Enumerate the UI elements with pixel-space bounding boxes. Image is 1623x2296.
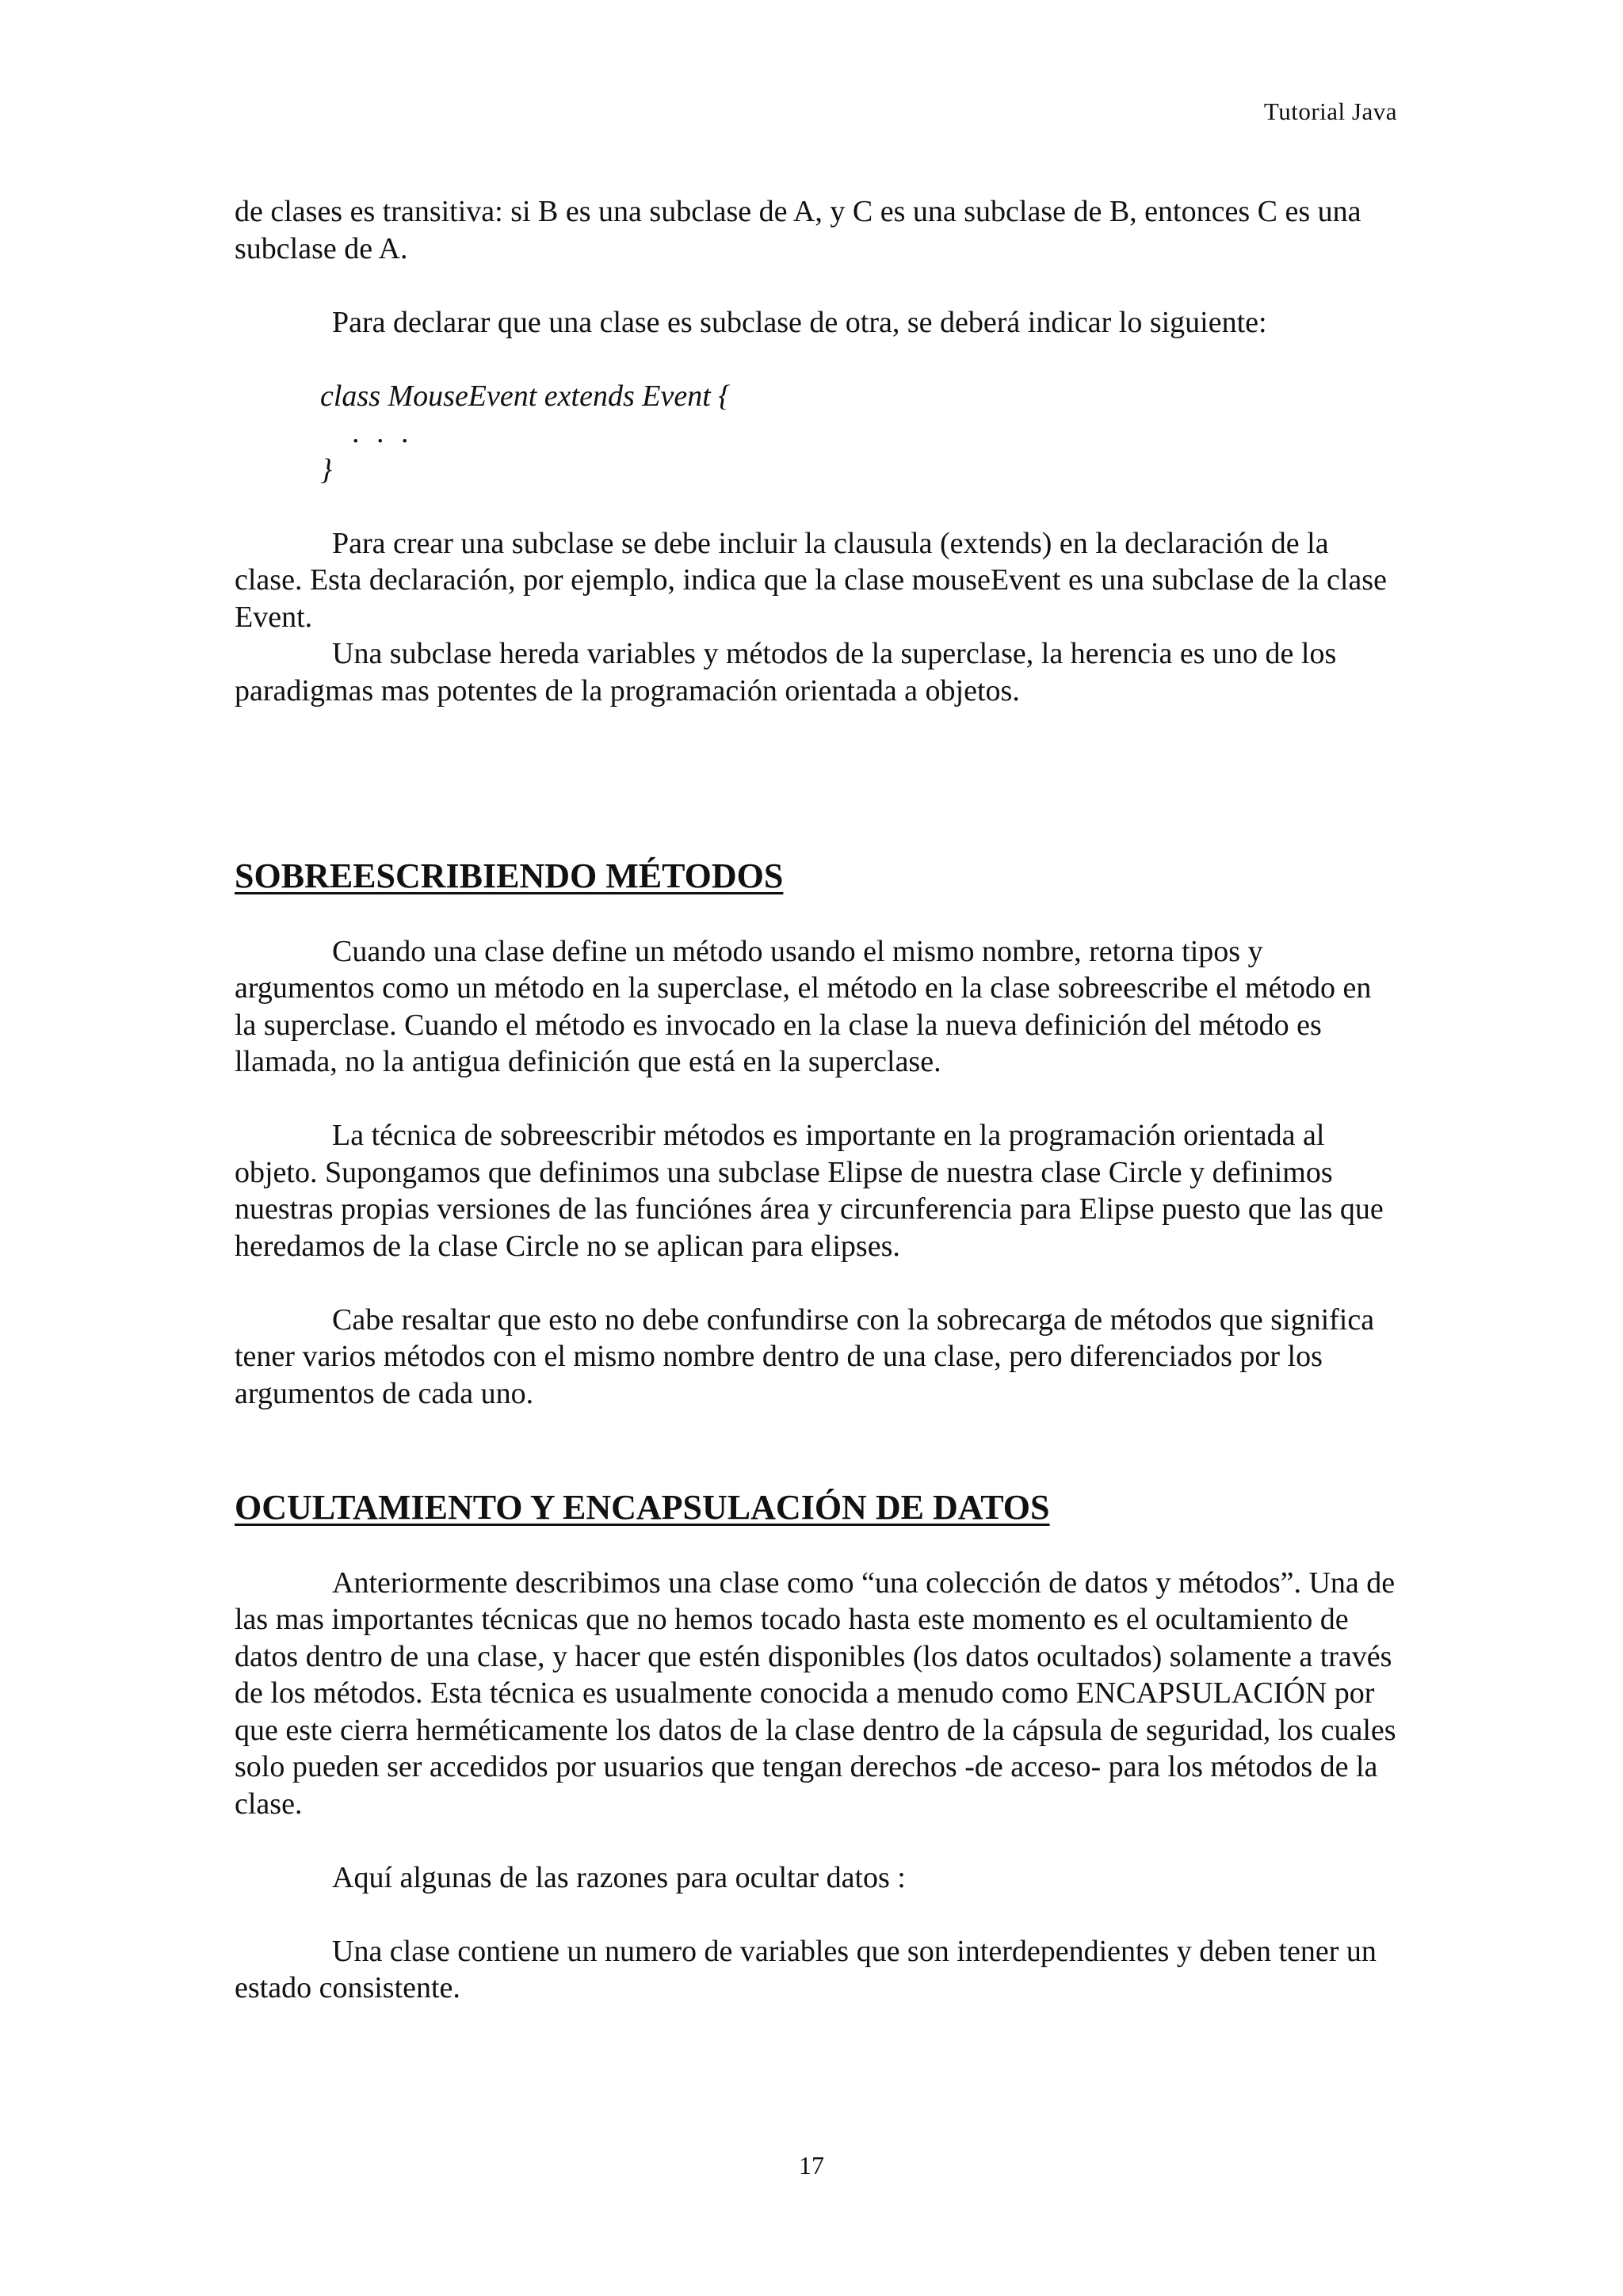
code-line-close: } — [320, 452, 333, 486]
paragraph-inheritance: Una subclase hereda variables y métodos de la superclase, la herencia es uno de los paradigmas mas potentes de la programación orientada a objetos. — [235, 637, 1337, 707]
section-heading-encapsulation: OCULTAMIENTO Y ENCAPSULACIÓN DE DATOS — [235, 1488, 1050, 1527]
code-snippet — [320, 378, 1400, 489]
code-line-class: class MouseEvent extends Event { — [320, 379, 731, 413]
section-heading-overriding: SOBREESCRIBIENDO MÉTODOS — [235, 856, 784, 895]
paragraph-overriding-definition: Cuando una clase define un método usando el mismo nombre, retorna tipos y argumentos como un método en la superclase, el método en la clase sobreescribe el método en la superclase. Cuando el método es invocado en la clase la nueva definición del método es llamada, no la antigua definición que está en la superclase. — [235, 934, 1372, 1078]
paragraph-extends: Para crear una subclase se debe incluir la clausula (extends) en la declaración de la clase. Esta declaración, por ejemplo, indica que la clase mouseEvent es una subclase de la clase Event. — [235, 526, 1387, 634]
paragraph-transitive: de clases es transitiva: si B es una subclase de A, y C es una subclase de B, entonces C es una subclase de A. — [235, 195, 1361, 265]
paragraph-declare-subclass: Para declarar que una clase es subclase de otra, se deberá indicar lo siguiente: — [332, 305, 1267, 339]
paragraph-reason-consistency: Una clase contiene un numero de variables que son interdependientes y deben tener un estado consistente. — [235, 1934, 1377, 2004]
page-content — [235, 193, 1400, 2007]
paragraph-overriding-technique: La técnica de sobreescribir métodos es importante en la programación orientada al objeto. Supongamos que definimos una subclase Elipse de nuestra clase Circle y definimos nuestras propias versiones de las funciónes área y circunferencia para Elipse puesto que las que heredamos de la clase Circle no se aplican para elipses. — [235, 1119, 1384, 1263]
paragraph-overloading-note: Cabe resaltar que esto no debe confundirse con la sobrecarga de métodos que significa tener varios métodos con el mismo nombre dentro de una clase, pero diferenciados por los argumentos de cada uno. — [235, 1302, 1375, 1410]
paragraph-reasons-intro: Aquí algunas de las razones para ocultar datos : — [332, 1860, 906, 1894]
code-line-ellipsis: . . . — [352, 416, 414, 449]
running-header: Tutorial Java — [1263, 97, 1397, 125]
page-number: 17 — [799, 2151, 824, 2180]
paragraph-encapsulation: Anteriormente describimos una clase como “una colección de datos y métodos”. Una de las mas importantes técnicas que no hemos tocado hasta este momento es el ocultamiento de datos dentro de una clase, y hacer que estén disponibles (los datos ocultados) solamente a través de los métodos. Esta técnica es usualmente conocida a menudo como ENCAPSULACIÓN por que este cierra herméticamente los datos de la clase dentro de la cápsula de seguridad, los cuales solo pueden ser accedidos por usuarios que tengan derechos -de acceso- para los métodos de la clase. — [235, 1566, 1396, 1821]
